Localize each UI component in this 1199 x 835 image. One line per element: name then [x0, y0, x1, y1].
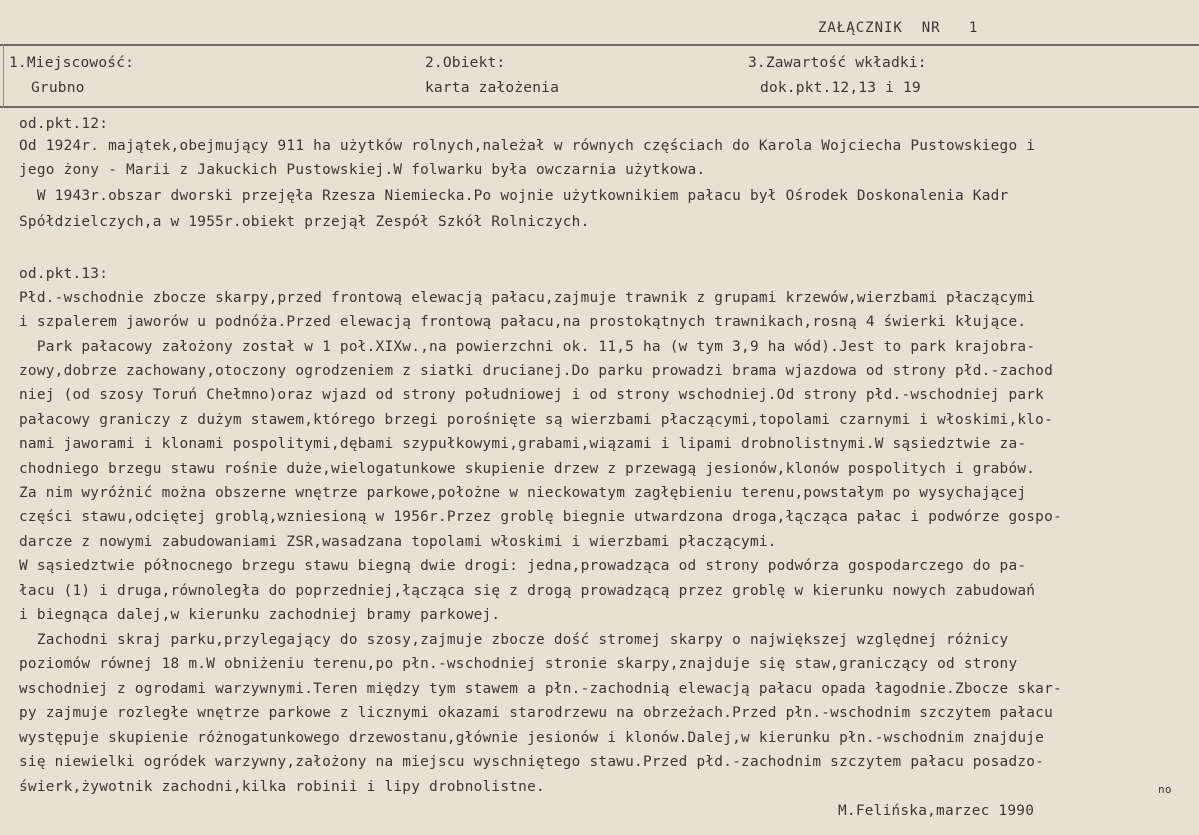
left-margin-line	[3, 44, 4, 108]
body-line: i szpalerem jaworów u podnóża.Przed elewacją frontową pałacu,na prostokątnych trawnikach,rosną 4 świerki kłujące.	[19, 314, 1027, 330]
field-label-location: 1.Miejscowość:	[9, 54, 135, 71]
continuation-mark: no	[1158, 783, 1172, 796]
body-line: Płd.-wschodnie zbocze skarpy,przed frontową elewacją pałacu,zajmuje trawnik z grupami krzewów,wierzbami płaczącymi	[19, 290, 1036, 306]
body-line: W sąsiedztwie północnego brzegu stawu biegną dwie drogi: jedna,prowadząca od strony podwórza gospodarczego do pa-	[19, 558, 1027, 574]
header-top-rule	[0, 44, 1199, 46]
body-line: i biegnąca dalej,w kierunku zachodniej bramy parkowej.	[19, 607, 501, 623]
field-value-contents: dok.pkt.12,13 i 19	[760, 79, 921, 96]
author-signature: M.Felińska,marzec 1990	[838, 803, 1035, 819]
field-label-contents: 3.Zawartość wkładki:	[748, 54, 927, 71]
attachment-number: ZAŁĄCZNIK NR 1	[818, 20, 979, 36]
body-line: nami jaworami i klonami pospolitymi,dębami szypułkowymi,grabami,wiązami i lipami drobnolistnymi.W sąsiedztwie za-	[19, 436, 1027, 452]
body-line: Spółdzielczych,a w 1955r.obiekt przejął Zespół Szkół Rolniczych.	[19, 214, 590, 230]
body-line: od.pkt.12:	[19, 116, 109, 132]
body-line: wschodniej z ogrodami warzywnymi.Teren między tym stawem a płn.-zachodnią elewacją pałacu opada łagodnie.Zbocze skar-	[19, 681, 1062, 697]
body-line: darcze z nowymi zabudowaniami ZSR,wasadzana topolami włoskimi i wierzbami płaczącymi.	[19, 534, 777, 550]
body-line: świerk,żywotnik zachodni,kilka robinii i lipy drobnolistne.	[19, 779, 545, 795]
body-line: pałacowy graniczy z dużym stawem,którego brzegi porośnięte są wierzbami płaczącymi,topolami czarnymi i włoskimi,klo-	[19, 412, 1054, 428]
body-line: zowy,dobrze zachowany,otoczony ogrodzeniem z siatki drucianej.Do parku prowadzi brama wjazdowa od strony płd.-zachod	[19, 363, 1054, 379]
body-line: od.pkt.13:	[19, 266, 109, 282]
body-line: Od 1924r. majątek,obejmujący 911 ha użytków rolnych,należał w równych częściach do Karola Wojciecha Pustowskiego i	[19, 138, 1036, 154]
body-line: Za nim wyróżnić można obszerne wnętrze parkowe,położne w nieckowatym zagłębieniu terenu,powstałym po wysychającej	[19, 485, 1027, 501]
body-line: występuje skupienie różnogatunkowego drzewostanu,głównie jesionów i klonów.Dalej,w kierunku płn.-wschodnim znajduje	[19, 730, 1045, 746]
body-line: W 1943r.obszar dworski przejęła Rzesza Niemiecka.Po wojnie użytkownikiem pałacu był Ośrodek Doskonalenia Kadr	[19, 188, 1009, 204]
body-line: Zachodni skraj parku,przylegający do szosy,zajmuje zbocze dość stromej skarpy o największej względnej różnicy	[19, 632, 1009, 648]
body-line: jego żony - Marii z Jakuckich Pustowskiej.W folwarku była owczarnia użytkowa.	[19, 162, 706, 178]
field-value-location: Grubno	[31, 79, 85, 96]
field-label-object: 2.Obiekt:	[425, 54, 506, 71]
body-line: chodniego brzegu stawu rośnie duże,wielogatunkowe skupienie drzew z przewagą jesionów,klonów pospolitych i grabów.	[19, 461, 1036, 477]
body-line: łacu (1) i druga,równoległa do poprzedniej,łącząca się z drogą prowadzącą przez groblę w kierunku nowych zabudowań	[19, 583, 1036, 599]
body-line: się niewielki ogródek warzywny,założony na miejscu wyschniętego stawu.Przed płd.-zachodnim szczytem pałacu posadzo-	[19, 754, 1045, 770]
fields-bottom-rule	[0, 106, 1199, 108]
body-line: części stawu,odciętej groblą,wzniesioną w 1956r.Przez groblę biegnie utwardzona droga,łącząca pałac i podwórze gospo-	[19, 509, 1062, 525]
body-line: py zajmuje rozległe wnętrze parkowe z licznymi okazami starodrzewu na obrzeżach.Przed płn.-wschodnim szczytem pałacu	[19, 705, 1054, 721]
field-value-object: karta założenia	[425, 79, 560, 96]
body-line: Park pałacowy założony został w 1 poł.XIXw.,na powierzchni ok. 11,5 ha (w tym 3,9 ha wód).Jest to park krajobra-	[19, 339, 1036, 355]
body-line: niej (od szosy Toruń Chełmno)oraz wjazd od strony południowej i od strony wschodniej.Od strony płd.-wschodniej park	[19, 387, 1045, 403]
body-line: poziomów równej 18 m.W obniżeniu terenu,po płn.-wschodniej stronie skarpy,znajduje się staw,graniczący od strony	[19, 656, 1018, 672]
